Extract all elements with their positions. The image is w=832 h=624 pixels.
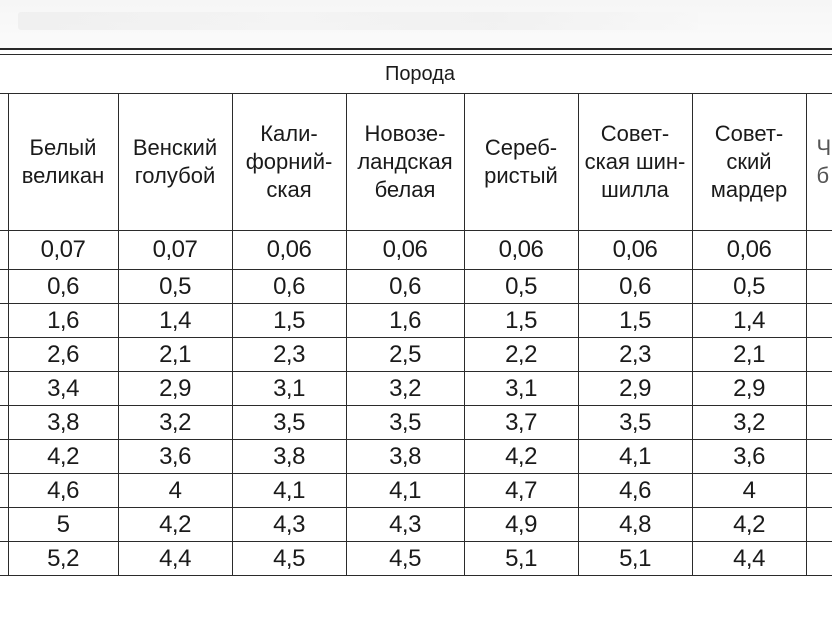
- breed-header-line: ристый: [484, 163, 558, 188]
- table-cell: 3,1: [464, 372, 578, 406]
- table-cell: 2,6: [8, 338, 118, 372]
- table-cell: 1,6: [346, 304, 464, 338]
- table-cell: 0,06: [464, 231, 578, 270]
- row-stub: [0, 508, 8, 542]
- table-cell: 3,7: [464, 406, 578, 440]
- table-cell: 4,6: [578, 474, 692, 508]
- breed-header-line: Кали-: [260, 121, 318, 146]
- table-cell: 2,2: [464, 338, 578, 372]
- cut-off-cell: [806, 440, 832, 474]
- table-cell: 3,8: [8, 406, 118, 440]
- table-cell: 0,07: [118, 231, 232, 270]
- row-stub: [0, 231, 8, 270]
- table-row: [0, 474, 832, 508]
- table-cell: 4: [692, 474, 806, 508]
- table-body: [0, 231, 832, 576]
- table-cell: 5,1: [578, 542, 692, 576]
- table-row: [0, 304, 832, 338]
- table-cell: 0,06: [578, 231, 692, 270]
- table-cell: 3,6: [692, 440, 806, 474]
- top-rule: [0, 48, 832, 50]
- breed-header-line: Белый: [29, 135, 97, 160]
- cut-off-cell: [806, 231, 832, 270]
- group-header: Порода: [8, 55, 832, 94]
- cut-off-cell: [806, 338, 832, 372]
- cut-off-cell: [806, 474, 832, 508]
- table-cell: 1,6: [8, 304, 118, 338]
- row-stub: [0, 474, 8, 508]
- breed-header-line: белая: [374, 177, 436, 202]
- table-cell: 4,5: [232, 542, 346, 576]
- row-stub: [0, 406, 8, 440]
- table-cell: 2,1: [118, 338, 232, 372]
- table-row: [0, 231, 832, 270]
- table-cell: 4,4: [118, 542, 232, 576]
- table-cell: 2,5: [346, 338, 464, 372]
- table-cell: 3,5: [346, 406, 464, 440]
- table-cell: 2,3: [232, 338, 346, 372]
- faded-caption-area: [0, 0, 832, 48]
- table-cell: 0,06: [232, 231, 346, 270]
- table-row: [0, 508, 832, 542]
- table-cell: 4,4: [692, 542, 806, 576]
- table-cell: 3,2: [118, 406, 232, 440]
- weight-table: [0, 54, 832, 576]
- breed-header-row: [0, 94, 832, 231]
- breed-header: [578, 94, 692, 231]
- table-cell: 4,2: [8, 440, 118, 474]
- table-cell: 1,4: [118, 304, 232, 338]
- table-cell: 4,8: [578, 508, 692, 542]
- table-cell: 4,3: [232, 508, 346, 542]
- table-cell: 4,2: [692, 508, 806, 542]
- table-row: [0, 542, 832, 576]
- table-cell: 5,2: [8, 542, 118, 576]
- table-cell: 4,7: [464, 474, 578, 508]
- stub-header: [0, 55, 8, 94]
- breed-header: [692, 94, 806, 231]
- table-cell: 1,4: [692, 304, 806, 338]
- table-cell: 4,1: [346, 474, 464, 508]
- table-cell: 1,5: [464, 304, 578, 338]
- row-stub: [0, 440, 8, 474]
- table-cell: 4,1: [578, 440, 692, 474]
- table-cell: 0,5: [692, 270, 806, 304]
- table-row: [0, 270, 832, 304]
- breed-header-line: Венский: [132, 135, 218, 160]
- table-cell: 4,2: [118, 508, 232, 542]
- table-cell: 2,9: [578, 372, 692, 406]
- breed-header-line: великан: [21, 163, 105, 188]
- cut-off-cell: [806, 508, 832, 542]
- table-cell: 2,9: [692, 372, 806, 406]
- table-cell: 0,06: [346, 231, 464, 270]
- breed-header-line: ская: [266, 177, 312, 202]
- breed-header-line: форний-: [245, 149, 333, 174]
- table-cell: 0,07: [8, 231, 118, 270]
- table-cell: 5,1: [464, 542, 578, 576]
- table-cell: 0,6: [578, 270, 692, 304]
- breed-header: [464, 94, 578, 231]
- row-stub: [0, 270, 8, 304]
- cut-off-header-line: Ч: [816, 135, 832, 160]
- breed-header-line: голубой: [134, 163, 216, 188]
- table-cell: 3,5: [578, 406, 692, 440]
- breed-header-line: Сереб-: [484, 135, 558, 160]
- breed-header-line: ландская: [357, 149, 453, 174]
- table-row: [0, 406, 832, 440]
- breed-header: [8, 94, 118, 231]
- breed-header-line: Совет-: [600, 121, 670, 146]
- cut-off-cell: [806, 372, 832, 406]
- table-cell: 2,3: [578, 338, 692, 372]
- table-cell: 1,5: [232, 304, 346, 338]
- table-cell: 1,5: [578, 304, 692, 338]
- table-cell: 0,06: [692, 231, 806, 270]
- table-cell: 3,4: [8, 372, 118, 406]
- table-cell: 3,2: [692, 406, 806, 440]
- table-cell: 4: [118, 474, 232, 508]
- cut-off-header-line: б: [816, 163, 830, 188]
- cut-off-cell: [806, 304, 832, 338]
- breed-header-line: Совет-: [714, 121, 784, 146]
- cut-off-cell: [806, 270, 832, 304]
- breed-header: [232, 94, 346, 231]
- table-cell: 4,2: [464, 440, 578, 474]
- row-stub: [0, 338, 8, 372]
- table-cell: 0,5: [464, 270, 578, 304]
- cut-off-cell: [806, 542, 832, 576]
- stub-cell: [0, 94, 8, 231]
- table-cell: 5: [8, 508, 118, 542]
- table-cell: 3,1: [232, 372, 346, 406]
- table-cell: 4,6: [8, 474, 118, 508]
- table-row: [0, 338, 832, 372]
- group-header-row: [0, 55, 832, 94]
- table-cell: 0,5: [118, 270, 232, 304]
- table-cell: 2,9: [118, 372, 232, 406]
- breed-header-line: ский: [726, 149, 772, 174]
- table-cell: 3,8: [232, 440, 346, 474]
- breed-header: [118, 94, 232, 231]
- table-cell: 3,8: [346, 440, 464, 474]
- breed-header-line: шилла: [601, 177, 669, 202]
- breed-header: [346, 94, 464, 231]
- breed-header-line: ская шин-: [584, 149, 686, 174]
- table-cell: 2,1: [692, 338, 806, 372]
- row-stub: [0, 372, 8, 406]
- cut-off-breed-header: [806, 94, 832, 231]
- table-cell: 0,6: [8, 270, 118, 304]
- table-row: [0, 440, 832, 474]
- table-cell: 3,6: [118, 440, 232, 474]
- table-cell: 4,1: [232, 474, 346, 508]
- table-cell: 3,2: [346, 372, 464, 406]
- table-cell: 3,5: [232, 406, 346, 440]
- breed-header-line: мардер: [710, 177, 788, 202]
- table-cell: 0,6: [232, 270, 346, 304]
- cut-off-cell: [806, 406, 832, 440]
- row-stub: [0, 542, 8, 576]
- table-cell: 4,3: [346, 508, 464, 542]
- breed-header-line: Новозе-: [364, 121, 446, 146]
- table-cell: 0,6: [346, 270, 464, 304]
- blurred-caption: [18, 12, 698, 30]
- row-stub: [0, 304, 8, 338]
- table-cell: 4,5: [346, 542, 464, 576]
- table-row: [0, 372, 832, 406]
- table-cell: 4,9: [464, 508, 578, 542]
